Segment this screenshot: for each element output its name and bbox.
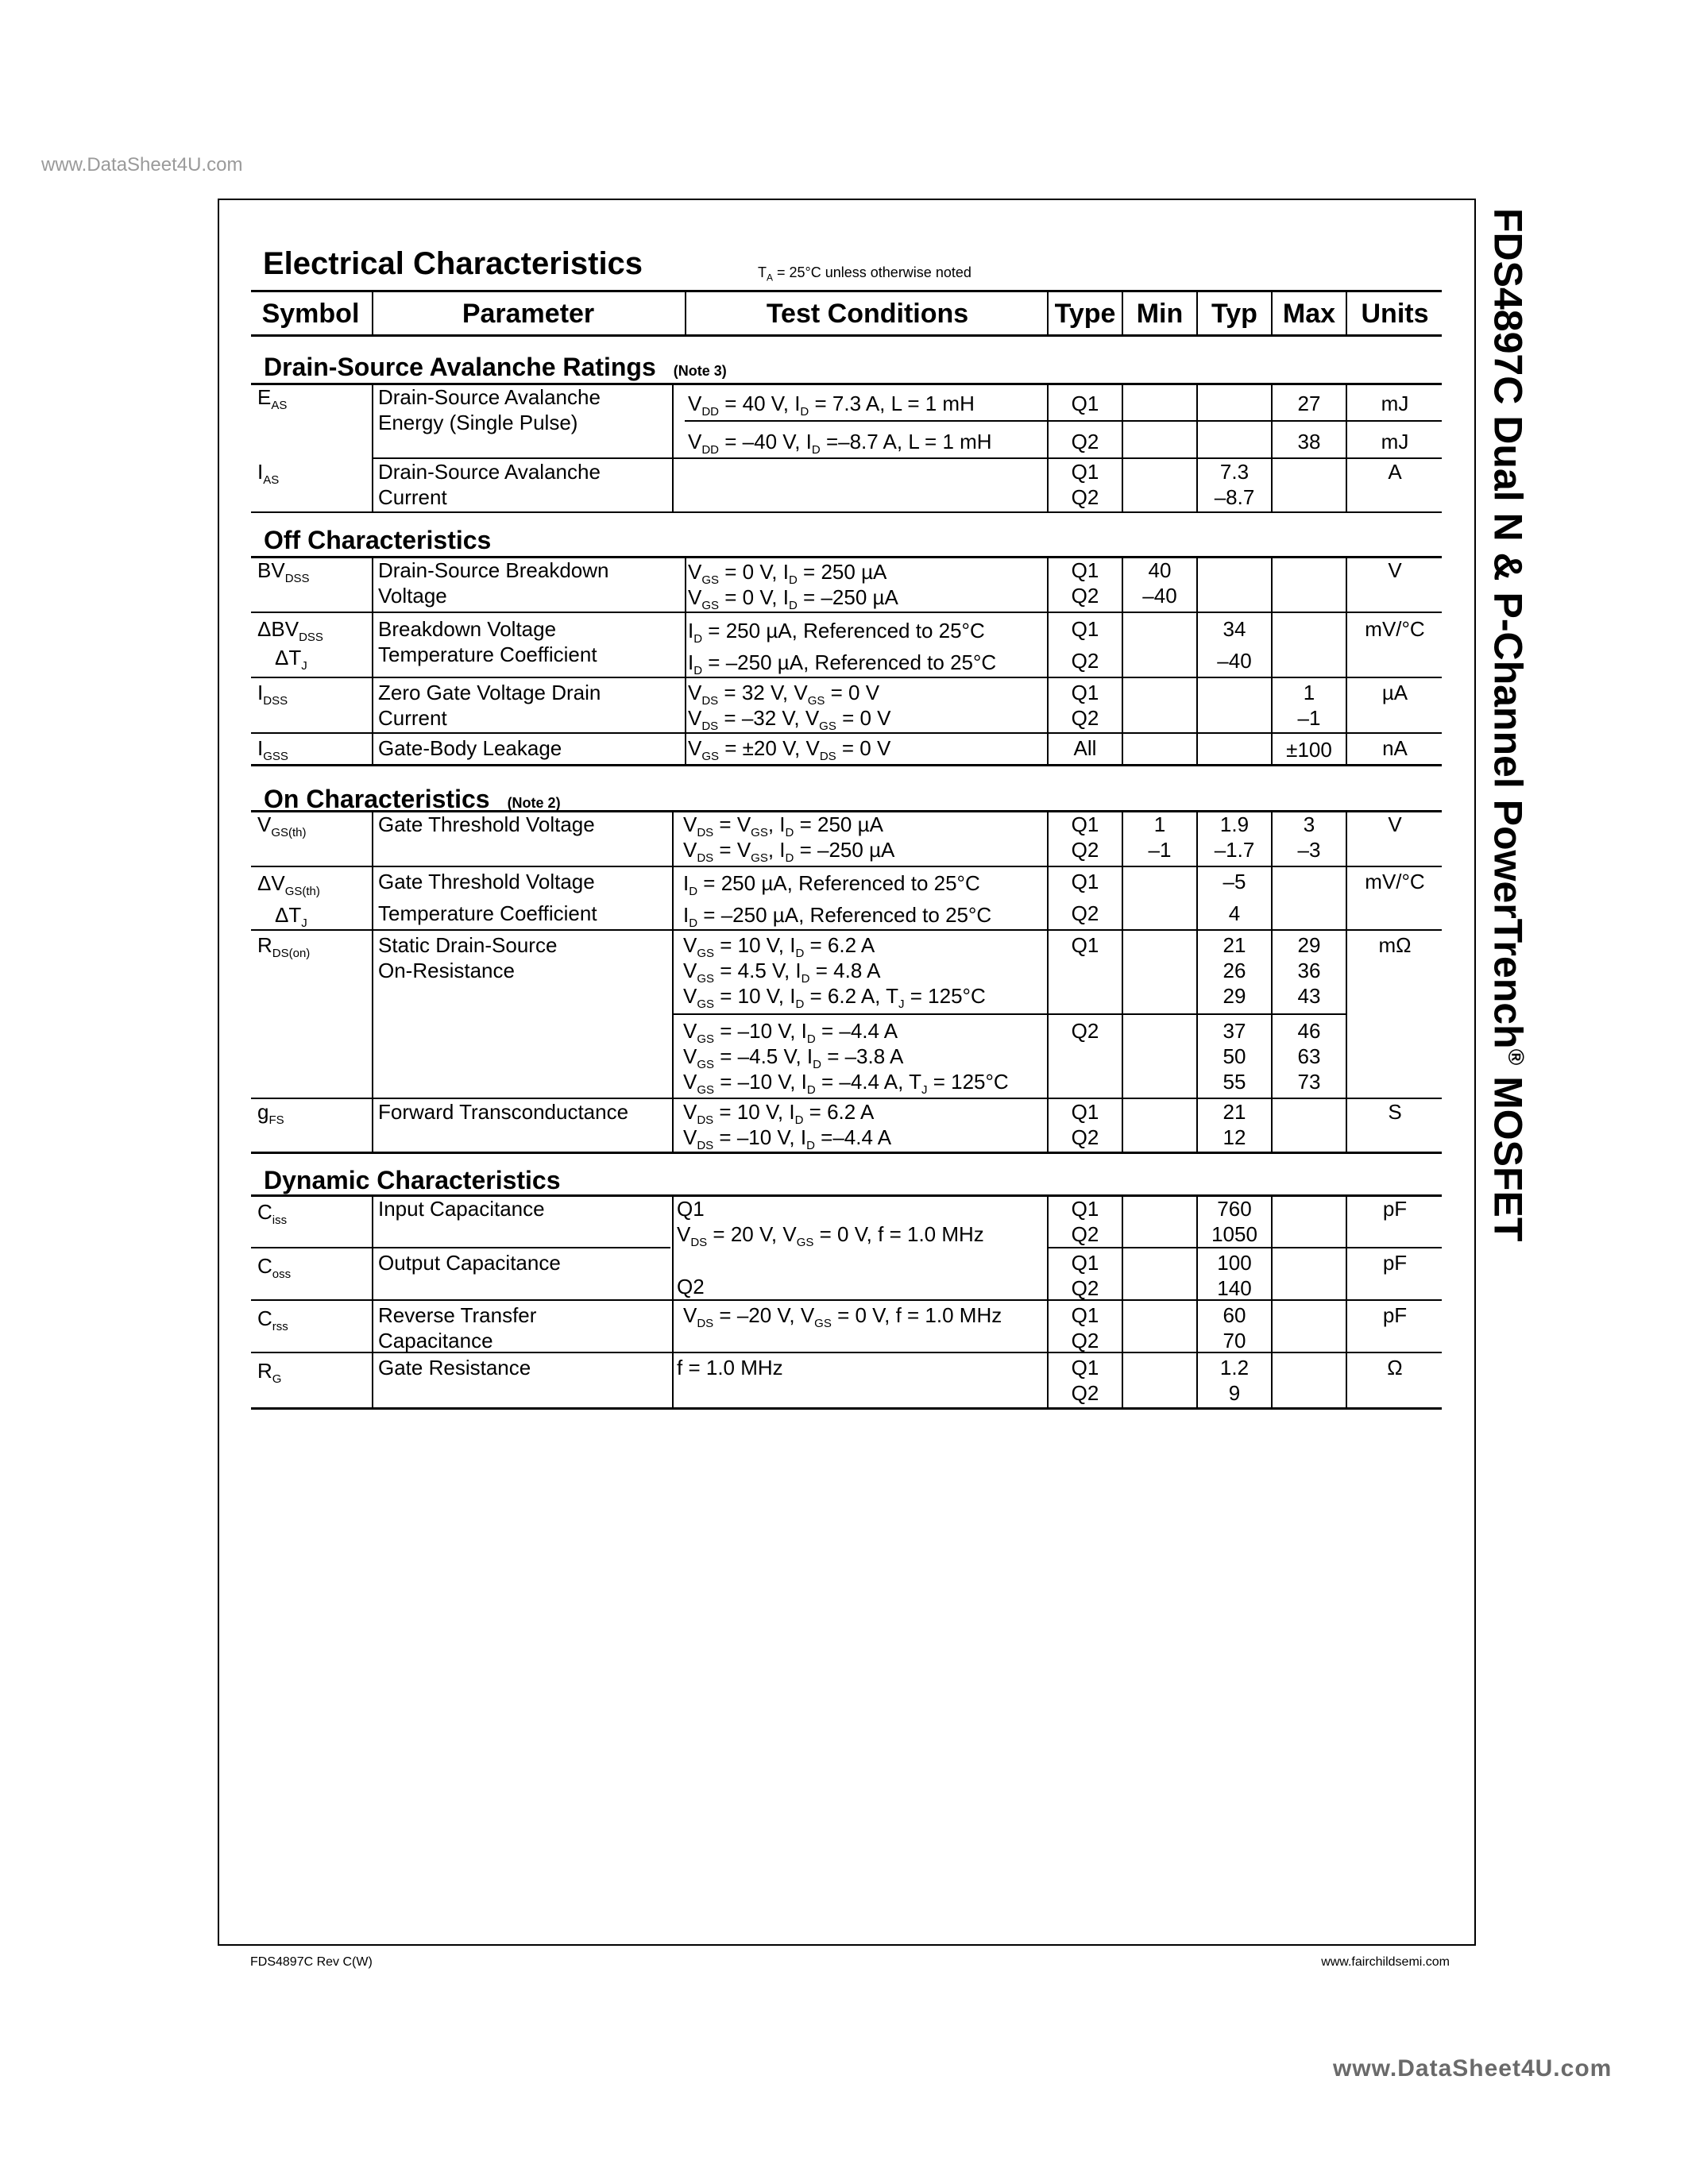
bvdss-min-1: 40: [1148, 558, 1172, 582]
conditions-note: $T_A = 25^\circ C$ unless otherwise noted: [758, 264, 971, 284]
coss-type-1: Q1: [1071, 1251, 1099, 1275]
dvgsth-typ-2: 4: [1228, 901, 1241, 925]
rg-symbol: $R_G$: [257, 1359, 282, 1387]
table-rule: [251, 612, 1442, 613]
table-column-rule: [1271, 383, 1273, 511]
idss-cond-1: $V_{DS} = 32$ V, $V_{GS} = 0$ V: [688, 681, 880, 708]
eas-type-2: Q2: [1071, 430, 1099, 453]
idss-max-1: 1: [1303, 681, 1315, 704]
rds-cond-4: $V_{GS} = -10$ V, $I_D = -4.4$ A: [683, 1019, 898, 1047]
dvgsth-param-1: Gate Threshold Voltage: [378, 870, 595, 893]
cap-cond-q2: Q2: [677, 1275, 705, 1298]
ias-unit: A: [1388, 460, 1402, 484]
header-type: Type: [1054, 299, 1116, 329]
table-column-rule: [685, 556, 686, 764]
bvdss-unit: V: [1388, 558, 1402, 582]
dbvdss-cond-2: $I_D = -250$ µA, Referenced to 25°C: [688, 650, 997, 678]
vgsth-min-2: –1: [1148, 838, 1172, 862]
bvdss-type-1: Q1: [1071, 558, 1099, 582]
eas-symbol: $E_{AS}$: [257, 385, 288, 413]
header-symbol: Symbol: [261, 299, 360, 329]
ias-symbol: $I_{AS}$: [257, 460, 280, 488]
rds-max-3: 43: [1297, 984, 1321, 1008]
table-column-rule: [372, 383, 373, 511]
section-on: On Characteristics (Note 2): [264, 785, 561, 813]
coss-typ-2: 140: [1217, 1276, 1252, 1300]
page-title: Electrical Characteristics: [263, 246, 643, 281]
ciss-type-1: Q1: [1071, 1197, 1099, 1221]
table-rule: [251, 1152, 1442, 1154]
coss-unit: pF: [1382, 1251, 1408, 1275]
table-column-rule: [672, 1194, 674, 1407]
eas-type-1: Q1: [1071, 392, 1099, 415]
rg-type-2: Q2: [1071, 1381, 1099, 1405]
rds-typ-6: 55: [1223, 1070, 1246, 1094]
eas-max-2: 38: [1297, 430, 1321, 453]
dbvdss-param-1: Breakdown Voltage: [378, 617, 557, 641]
table-column-rule: [372, 1194, 373, 1407]
dbvdss-symbol-2: $\Delta T_J$: [275, 646, 307, 673]
table-column-rule: [1047, 290, 1049, 334]
table-rule: [251, 677, 1442, 678]
table-rule: [251, 866, 1442, 867]
rds-symbol: $R_{DS(on)}$: [257, 933, 311, 961]
table-rule: [251, 764, 1442, 766]
gfs-typ-1: 21: [1223, 1100, 1246, 1124]
eas-param-2: Energy (Single Pulse): [378, 411, 578, 434]
table-column-rule: [1047, 556, 1049, 764]
rds-cond-1: $V_{GS} = 10$ V, $I_D = 6.2$ A: [683, 933, 875, 961]
table-column-rule: [1346, 383, 1347, 511]
dvgsth-cond-2: $I_D = -250$ µA, Referenced to 25°C: [683, 903, 992, 931]
rg-typ-2: 9: [1228, 1381, 1241, 1405]
vgsth-param-1: Gate Threshold Voltage: [378, 812, 595, 836]
table-rule: [251, 1352, 1442, 1353]
rds-type-1: Q1: [1071, 933, 1099, 957]
ias-type-2: Q2: [1071, 485, 1099, 509]
dvgsth-param-2: Temperature Coefficient: [378, 901, 597, 925]
table-rule: [251, 732, 1442, 734]
vgsth-typ-2: –1.7: [1214, 838, 1255, 862]
crss-param-1: Reverse Transfer: [378, 1303, 537, 1327]
bvdss-param-1: Drain-Source Breakdown: [378, 558, 609, 582]
table-column-rule: [1047, 1194, 1049, 1407]
rds-type-2: Q2: [1071, 1019, 1099, 1043]
bvdss-type-2: Q2: [1071, 584, 1099, 608]
idss-symbol: $I_{DSS}$: [257, 681, 288, 708]
gfs-cond-2: $V_{DS} = -10$ V, $I_D =-4.4$ A: [683, 1125, 892, 1153]
vgsth-symbol: $V_{GS(th)}$: [257, 812, 307, 840]
idss-param-1: Zero Gate Voltage Drain: [378, 681, 601, 704]
idss-unit: µA: [1381, 681, 1408, 704]
dvgsth-unit: mV/°C: [1365, 870, 1425, 893]
igss-max-1: ±100: [1286, 738, 1332, 762]
cap-cond-q1: Q1: [677, 1197, 705, 1221]
vgsth-min-1: 1: [1153, 812, 1166, 836]
table-rule: [672, 1013, 1346, 1015]
gfs-unit: S: [1388, 1100, 1402, 1124]
table-column-rule: [1196, 290, 1198, 334]
cap-cond-1: $V_{DS} = 20$ V, $V_{GS} = 0$ V, f = 1.0 MHz: [677, 1222, 984, 1250]
rds-param-2: On-Resistance: [378, 959, 515, 982]
header-units: Units: [1361, 299, 1429, 329]
bvdss-cond-1: $V_{GS} = 0$ V, $I_D = 250$ µA: [688, 560, 887, 588]
rg-typ-1: 1.2: [1219, 1356, 1250, 1379]
table-column-rule: [372, 556, 373, 764]
table-column-rule: [1196, 810, 1198, 1152]
table-column-rule: [1346, 1194, 1347, 1407]
rds-typ-2: 26: [1223, 959, 1246, 982]
gfs-cond-1: $V_{DS} = 10$ V, $I_D = 6.2$ A: [683, 1100, 875, 1128]
table-column-rule: [1271, 290, 1273, 334]
eas-cond-2: $V_{DD} = -40$ V, $I_D =-8.7$ A, L = 1 mH: [688, 430, 992, 457]
footer-url: www.fairchildsemi.com: [1321, 1955, 1450, 1969]
table-column-rule: [1047, 383, 1049, 511]
cap-cond-2: $V_{DS} = -20$ V, $V_{GS} = 0$ V, f = 1.0 MHz: [683, 1303, 1002, 1331]
section-dynamic: Dynamic Characteristics: [264, 1166, 561, 1194]
header-max: Max: [1282, 299, 1336, 329]
eas-cond-1: $V_{DD} = 40$ V, $I_D = 7.3$ A, L = 1 mH: [688, 392, 975, 419]
table-rule: [1047, 1247, 1442, 1248]
table-rule: [685, 420, 1442, 422]
bvdss-symbol: $BV_{DSS}$: [257, 558, 310, 586]
table-column-rule: [1196, 556, 1198, 764]
ciss-param-1: Input Capacitance: [378, 1197, 545, 1221]
gfs-typ-2: 12: [1223, 1125, 1246, 1149]
gfs-type-2: Q2: [1071, 1125, 1099, 1149]
rds-unit: mΩ: [1378, 933, 1412, 957]
vgsth-cond-1: $V_{DS} = V_{GS}$, $I_D = 250$ µA: [683, 812, 883, 840]
rds-max-4: 46: [1297, 1019, 1321, 1043]
bvdss-min-2: –40: [1142, 584, 1177, 608]
gfs-param-1: Forward Transconductance: [378, 1100, 629, 1124]
igss-type-1: All: [1073, 736, 1097, 760]
vgsth-unit: V: [1388, 812, 1402, 836]
section-avalanche: Drain-Source Avalanche Ratings (Note 3): [264, 353, 727, 381]
rds-typ-3: 29: [1223, 984, 1246, 1008]
table-column-rule: [1346, 290, 1347, 334]
crss-param-2: Capacitance: [378, 1329, 493, 1352]
table-column-rule: [1271, 810, 1273, 1152]
ciss-typ-1: 760: [1217, 1197, 1252, 1221]
idss-param-2: Current: [378, 706, 447, 730]
vgsth-max-2: –3: [1297, 838, 1321, 862]
dvgsth-cond-1: $I_D = 250$ µA, Referenced to 25°C: [683, 871, 980, 899]
dvgsth-typ-1: –5: [1223, 870, 1246, 893]
watermark-bottom: www.DataSheet4U.com: [1333, 2055, 1613, 2082]
rds-cond-3: $V_{GS} = 10$ V, $I_D = 6.2$ A, $T_J = 125^\circ C$: [683, 984, 986, 1012]
igss-symbol: $I_{GSS}$: [257, 736, 288, 764]
vgsth-cond-2: $V_{DS} = V_{GS}$, $I_D = -250$ µA: [683, 838, 895, 866]
dbvdss-typ-2: –40: [1217, 649, 1252, 673]
eas-max-1: 27: [1297, 392, 1321, 415]
rds-typ-5: 50: [1223, 1044, 1246, 1068]
idss-max-2: –1: [1297, 706, 1321, 730]
eas-unit-2: mJ: [1381, 430, 1409, 453]
dbvdss-typ-1: 34: [1223, 617, 1246, 641]
idss-type-2: Q2: [1071, 706, 1099, 730]
ias-type-1: Q1: [1071, 460, 1099, 484]
dbvdss-symbol: $\Delta BV_{DSS}$: [257, 617, 323, 645]
ciss-typ-2: 1050: [1211, 1222, 1257, 1246]
table-column-rule: [685, 290, 686, 334]
igss-unit: nA: [1382, 736, 1408, 760]
vgsth-typ-1: 1.9: [1219, 812, 1250, 836]
table-rule: [251, 1299, 1442, 1301]
ias-typ-1: 7.3: [1219, 460, 1250, 484]
rds-cond-6: $V_{GS} = -10$ V, $I_D = -4.4$ A, $T_J = 125^\circ C$: [683, 1070, 1009, 1098]
rds-max-6: 73: [1297, 1070, 1321, 1094]
crss-type-2: Q2: [1071, 1329, 1099, 1352]
igss-cond-1: $V_{GS} = \pm 20$ V, $V_{DS} = 0$ V: [688, 736, 891, 764]
dvgsth-type-1: Q1: [1071, 870, 1099, 893]
rg-unit: Ω: [1387, 1356, 1403, 1379]
table-column-rule: [1122, 810, 1123, 1152]
eas-unit-1: mJ: [1381, 392, 1409, 415]
coss-symbol: $C_{oss}$: [257, 1254, 292, 1282]
rds-max-5: 63: [1297, 1044, 1321, 1068]
rds-max-2: 36: [1297, 959, 1321, 982]
ciss-type-2: Q2: [1071, 1222, 1099, 1246]
coss-typ-1: 100: [1217, 1251, 1252, 1275]
table-column-rule: [672, 810, 674, 1152]
table-column-rule: [1047, 810, 1049, 1152]
igss-param-1: Gate-Body Leakage: [378, 736, 562, 760]
table-column-rule: [1122, 290, 1123, 334]
table-column-rule: [1346, 810, 1347, 1152]
rds-cond-5: $V_{GS} = -4.5$ V, $I_D = -3.8$ A: [683, 1044, 904, 1072]
header-conditions: Test Conditions: [766, 299, 969, 329]
vgsth-type-2: Q2: [1071, 838, 1099, 862]
side-title: FDS4897C Dual N & P-Channel PowerTrench® MOSFET: [1485, 208, 1531, 1242]
dvgsth-symbol: $\Delta V_{GS(th)}$: [257, 871, 320, 899]
dvgsth-symbol-2: $\Delta T_J$: [275, 903, 307, 931]
rg-cond-1: f = 1.0 MHz: [677, 1356, 783, 1379]
dbvdss-type-1: Q1: [1071, 617, 1099, 641]
table-column-rule: [372, 810, 373, 1152]
rg-type-1: Q1: [1071, 1356, 1099, 1379]
gfs-symbol: $g_{FS}$: [257, 1100, 284, 1128]
table-column-rule: [1122, 556, 1123, 764]
rds-typ-1: 21: [1223, 933, 1246, 957]
table-column-rule: [1196, 1194, 1198, 1407]
rds-param-1: Static Drain-Source: [378, 933, 558, 957]
dvgsth-type-2: Q2: [1071, 901, 1099, 925]
table-column-rule: [1122, 1194, 1123, 1407]
crss-symbol: $C_{rss}$: [257, 1306, 288, 1334]
eas-param-1: Drain-Source Avalanche: [378, 385, 601, 409]
idss-type-1: Q1: [1071, 681, 1099, 704]
watermark-top: www.DataSheet4U.com: [41, 154, 243, 176]
crss-unit: pF: [1382, 1303, 1408, 1327]
footer-rev: FDS4897C Rev C(W): [250, 1955, 373, 1969]
coss-param-1: Output Capacitance: [378, 1251, 561, 1275]
table-rule: [251, 1247, 670, 1248]
vgsth-max-1: 3: [1303, 812, 1315, 836]
dbvdss-unit: mV/°C: [1365, 617, 1425, 641]
table-column-rule: [1196, 383, 1198, 511]
header-min: Min: [1136, 299, 1184, 329]
rds-cond-2: $V_{GS} = 4.5$ V, $I_D = 4.8$ A: [683, 959, 881, 986]
header-parameter: Parameter: [462, 299, 595, 329]
crss-type-1: Q1: [1071, 1303, 1099, 1327]
table-column-rule: [1122, 383, 1123, 511]
ias-typ-2: –8.7: [1214, 485, 1255, 509]
table-rule: [251, 1407, 1442, 1410]
idss-cond-2: $V_{DS} = -32$ V, $V_{GS} = 0$ V: [688, 706, 891, 734]
gfs-type-1: Q1: [1071, 1100, 1099, 1124]
ciss-unit: pF: [1382, 1197, 1408, 1221]
table-column-rule: [1346, 556, 1347, 764]
dbvdss-cond-1: $I_D = 250$ µA, Referenced to 25°C: [688, 619, 985, 646]
dbvdss-type-2: Q2: [1071, 649, 1099, 673]
section-off: Off Characteristics: [264, 526, 492, 554]
dbvdss-param-2: Temperature Coefficient: [378, 642, 597, 666]
table-rule: [251, 511, 1442, 513]
vgsth-type-1: Q1: [1071, 812, 1099, 836]
header-typ: Typ: [1211, 299, 1257, 329]
crss-typ-2: 70: [1223, 1329, 1246, 1352]
ias-param-1: Drain-Source Avalanche: [378, 460, 601, 484]
rds-typ-4: 37: [1223, 1019, 1246, 1043]
table-column-rule: [372, 290, 373, 334]
table-column-rule: [1271, 556, 1273, 764]
rds-max-1: 29: [1297, 933, 1321, 957]
ciss-symbol: $C_{iss}$: [257, 1200, 288, 1228]
crss-typ-1: 60: [1223, 1303, 1246, 1327]
rg-param-1: Gate Resistance: [378, 1356, 531, 1379]
bvdss-cond-2: $V_{GS} = 0$ V, $I_D = -250$ µA: [688, 585, 898, 613]
bvdss-param-2: Voltage: [378, 584, 447, 608]
table-column-rule: [672, 383, 674, 511]
table-column-rule: [1271, 1194, 1273, 1407]
ias-param-2: Current: [378, 485, 447, 509]
coss-type-2: Q2: [1071, 1276, 1099, 1300]
table-rule: [251, 929, 1442, 931]
